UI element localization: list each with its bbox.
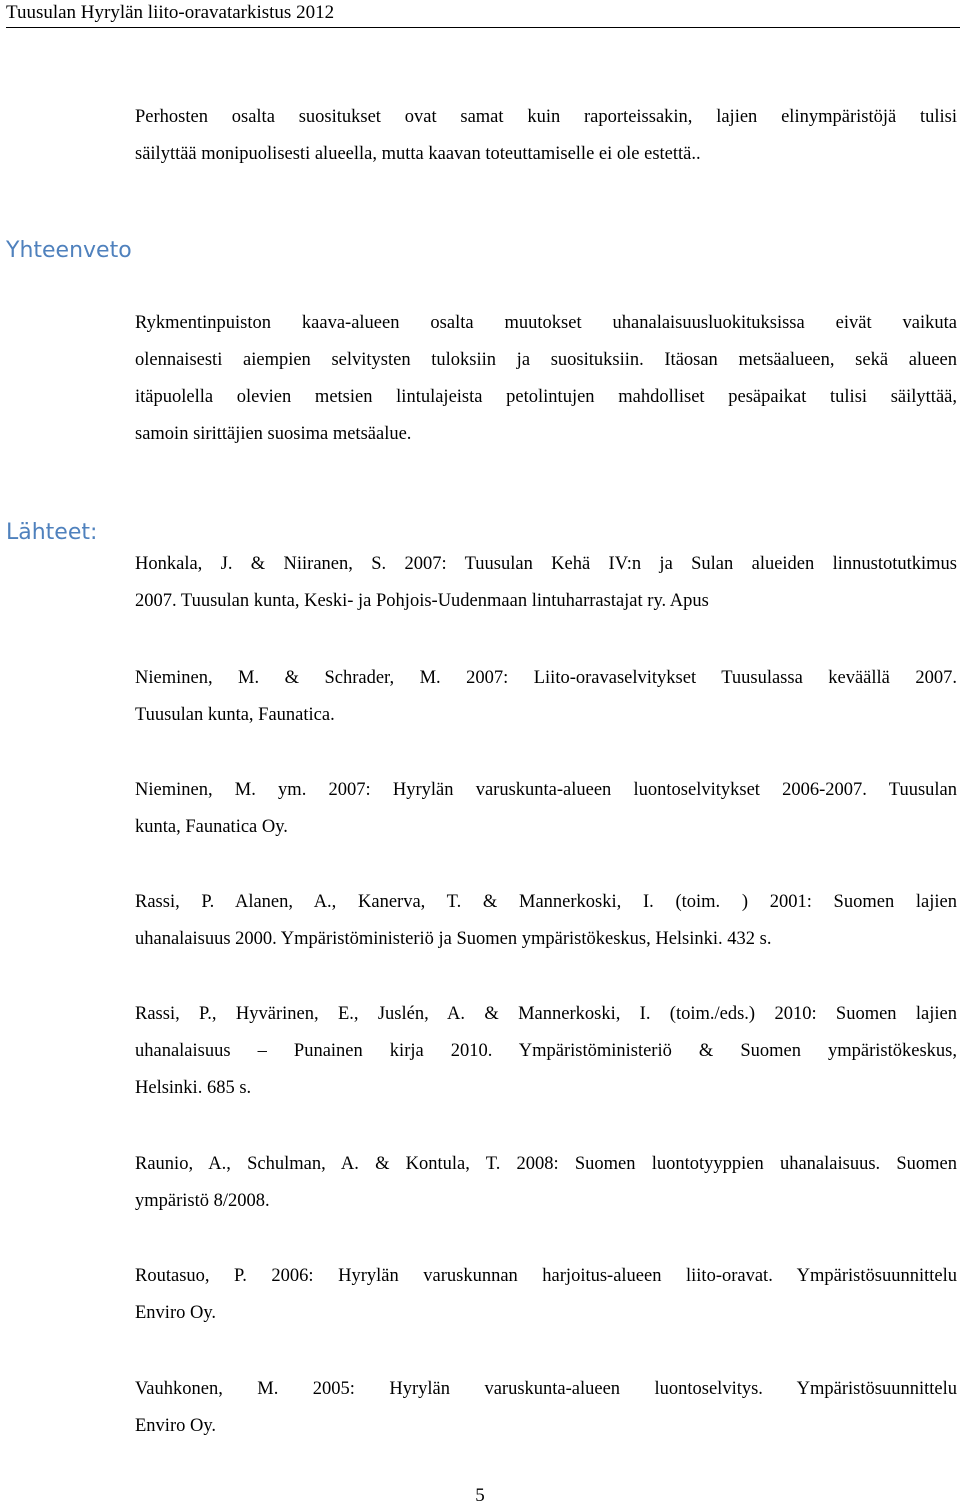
summary-paragraph — [135, 305, 957, 453]
text-line: Rassi, P. Alanen, A., Kanerva, T. & Mannerkoski, I. (toim. ) 2001: Suomen lajien — [135, 892, 957, 912]
text-line: ympäristö 8/2008. — [135, 1191, 270, 1211]
reference-item — [135, 660, 957, 734]
page-number: 5 — [475, 1485, 485, 1506]
text-line: Rykmentinpuiston kaava-alueen osalta muutokset uhanalaisuusluokituksissa eivät vaikuta — [135, 313, 957, 333]
text-line: Helsinki. 685 s. — [135, 1078, 252, 1098]
text-line: uhanalaisuus – Punainen kirja 2010. Ympäristöministeriö & Suomen ympäristökeskus, — [135, 1041, 957, 1061]
text-line: Enviro Oy. — [135, 1303, 217, 1323]
text-line: Raunio, A., Schulman, A. & Kontula, T. 2008: Suomen luontotyyppien uhanalaisuus. Suomen — [135, 1154, 957, 1174]
text-line: kunta, Faunatica Oy. — [135, 817, 288, 837]
text-line: Tuusulan kunta, Faunatica. — [135, 705, 335, 725]
reference-item — [135, 772, 957, 846]
text-line: Perhosten osalta suositukset ovat samat kuin raporteissakin, lajien elinympäristöjä tulisi — [135, 107, 957, 127]
header-title: Tuusulan Hyrylän liito-oravatarkistus 2012 — [6, 2, 335, 23]
text-line: Nieminen, M. & Schrader, M. 2007: Liito-oravaselvitykset Tuusulassa keväällä 2007. — [135, 668, 957, 688]
reference-item — [135, 1371, 957, 1445]
text-line: samoin sirittäjien suosima metsäalue. — [135, 424, 412, 444]
text-line: Routasuo, P. 2006: Hyrylän varuskunnan harjoitus-alueen liito-oravat. Ympäristösuunnittelu — [135, 1266, 957, 1286]
reference-item — [135, 546, 957, 620]
reference-item — [135, 884, 957, 958]
text-line: itäpuolella olevien metsien lintulajeista petolintujen mahdolliset pesäpaikat tulisi säilyttää, — [135, 387, 957, 407]
text-line: olennaisesti aiempien selvitysten tuloksiin ja suosituksiin. Itäosan metsäalueen, sekä alueen — [135, 350, 957, 370]
text-line: 2007. Tuusulan kunta, Keski- ja Pohjois-Uudenmaan lintuharrastajat ry. Apus — [135, 591, 709, 611]
header-rule — [6, 27, 960, 28]
text-line: Nieminen, M. ym. 2007: Hyrylän varuskunta-alueen luontoselvitykset 2006-2007. Tuusulan — [135, 780, 957, 800]
references-heading: Lähteet: — [6, 520, 98, 545]
reference-item — [135, 996, 957, 1107]
intro-paragraph — [135, 99, 957, 173]
text-line: Honkala, J. & Niiranen, S. 2007: Tuusulan Kehä IV:n ja Sulan alueiden linnustotutkimus — [135, 554, 957, 574]
text-line: Rassi, P., Hyvärinen, E., Juslén, A. & Mannerkoski, I. (toim./eds.) 2010: Suomen lajien — [135, 1004, 957, 1024]
page-header — [0, 0, 960, 28]
text-line: uhanalaisuus 2000. Ympäristöministeriö ja Suomen ympäristökeskus, Helsinki. 432 s. — [135, 929, 772, 949]
reference-item — [135, 1146, 957, 1220]
summary-heading: Yhteenveto — [6, 238, 132, 263]
text-line: Enviro Oy. — [135, 1416, 217, 1436]
text-line: Vauhkonen, M. 2005: Hyrylän varuskunta-alueen luontoselvitys. Ympäristösuunnittelu — [135, 1379, 957, 1399]
text-line: säilyttää monipuolisesti alueella, mutta kaavan toteuttamiselle ei ole estettä.. — [135, 144, 701, 164]
reference-item — [135, 1258, 957, 1332]
